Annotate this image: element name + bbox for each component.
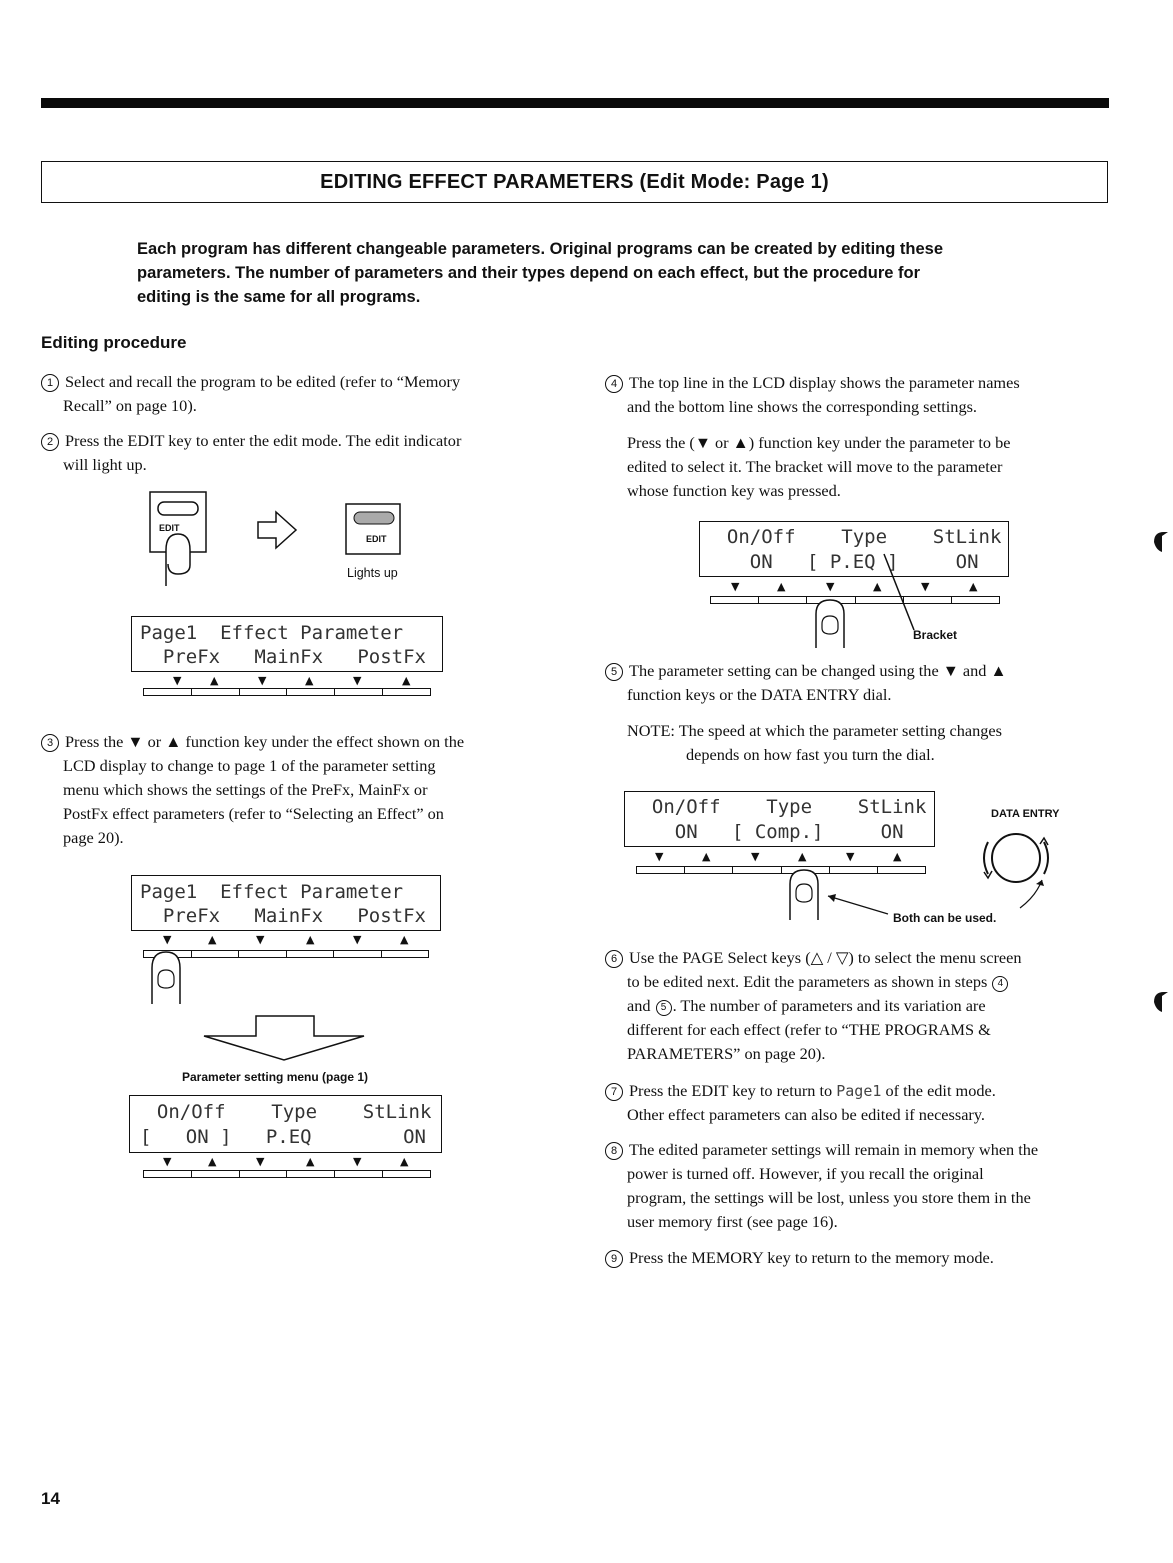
down-arrow-icon: ▼	[731, 580, 740, 593]
step-4	[605, 371, 1020, 503]
step-text: Recall” on page 10).	[63, 396, 197, 415]
step-text: Press the (▼ or ▲) function key under the parameter to be	[627, 433, 1011, 452]
step-text: Select and recall the program to be edited (refer to “Memory	[65, 372, 461, 391]
down-arrow-icon: ▼	[258, 674, 267, 687]
step-text: to be edited next. Edit the parameters as shown in steps	[627, 972, 992, 991]
step-text: . The number of parameters and its variation are	[672, 996, 986, 1015]
up-arrow-icon: ▲	[798, 850, 807, 863]
intro-line: editing is the same for all programs.	[137, 288, 421, 306]
step-text: LCD display to change to page 1 of the parameter setting	[63, 756, 436, 775]
lcd-row-2: [ ON ] P.EQ ON	[140, 1126, 426, 1148]
note-text: NOTE: The speed at which the parameter setting changes	[627, 721, 1002, 740]
step-6	[605, 946, 1022, 1066]
up-arrow-icon: ▲	[893, 850, 902, 863]
up-arrow-icon: ▲	[306, 1155, 315, 1168]
down-arrow-icon: ▼	[353, 933, 362, 946]
step-ref: 4	[992, 976, 1008, 992]
lcd-row-1: Page1 Effect Parameter	[140, 881, 404, 903]
lcd-display-page1-select	[131, 875, 441, 931]
step-text: menu which shows the settings of the PreFx, MainFx or	[63, 780, 428, 799]
finger-press-icon	[148, 948, 188, 1006]
step-text: Press the MEMORY key to return to the memory mode.	[629, 1248, 994, 1267]
down-arrow-icon: ▼	[826, 580, 835, 593]
down-arrow-icon: ▼	[353, 674, 362, 687]
up-arrow-icon: ▲	[210, 674, 219, 687]
up-arrow-icon: ▲	[402, 674, 411, 687]
note-text: depends on how fast you turn the dial.	[686, 745, 935, 764]
step-text: of the edit mode.	[881, 1081, 996, 1100]
lcd-row-1: On/Off Type StLink	[704, 526, 1002, 548]
up-arrow-icon: ▲	[208, 1155, 217, 1168]
down-arrow-icon: ▼	[163, 933, 172, 946]
step-number: 1	[41, 374, 59, 392]
step-text: whose function key was pressed.	[627, 481, 841, 500]
lcd-row-2: PreFx MainFx PostFx	[140, 646, 426, 668]
step-number: 3	[41, 734, 59, 752]
step-number: 6	[605, 950, 623, 968]
menu-caption: Parameter setting menu (page 1)	[182, 1070, 369, 1084]
step-8	[605, 1138, 1038, 1234]
up-arrow-icon: ▲	[777, 580, 786, 593]
intro-line: parameters. The number of parameters and their types depend on each effect, but the procedure for	[137, 264, 921, 282]
step-text: user memory first (see page 16).	[627, 1212, 838, 1231]
lcd-row-2: PreFx MainFx PostFx	[140, 905, 426, 927]
edit-key-label-lit: EDIT	[366, 534, 387, 544]
step-7	[605, 1079, 996, 1127]
step-text: PARAMETERS” on page 20).	[627, 1044, 826, 1063]
lcd-display-parameter-menu	[129, 1095, 442, 1153]
step-text: power is turned off. However, if you recall the original	[627, 1164, 984, 1183]
function-key-strip	[143, 688, 431, 696]
down-arrow-icon: ▼	[163, 1155, 172, 1168]
intro-line: Each program has different changeable parameters. Original programs can be created by editing these	[137, 240, 943, 258]
step-text: Press the EDIT key to enter the edit mode. The edit indicator	[65, 431, 462, 450]
step-text: PostFx effect parameters (refer to “Selecting an Effect” on	[63, 804, 444, 823]
top-rule	[41, 98, 1109, 108]
step-text: and the bottom line shows the corresponding settings.	[627, 397, 977, 416]
step-number: 5	[605, 663, 623, 681]
page-down-icon: ▽	[835, 948, 849, 967]
up-arrow-icon: ▲	[400, 1155, 409, 1168]
down-arrow-icon: ▼	[256, 1155, 265, 1168]
section-title-box	[41, 161, 1108, 203]
lcd-row-1: On/Off Type StLink	[629, 796, 927, 818]
step-number: 7	[605, 1083, 623, 1101]
step-text: page 20).	[63, 828, 124, 847]
step-text: function keys or the DATA ENTRY dial.	[627, 685, 892, 704]
down-arrow-icon: ▼	[751, 850, 760, 863]
up-arrow-icon: ▲	[400, 933, 409, 946]
step-number: 9	[605, 1250, 623, 1268]
step-text: edited to select it. The bracket will move to the parameter	[627, 457, 1003, 476]
step-2	[41, 429, 461, 477]
down-arrow-icon: ▼	[353, 1155, 362, 1168]
step-text: /	[823, 948, 836, 967]
step-text: The edited parameter settings will remain in memory when the	[629, 1140, 1039, 1159]
bracket-pointer-illustration	[810, 548, 930, 650]
up-arrow-icon: ▲	[702, 850, 711, 863]
step-text: The top line in the LCD display shows the parameter names	[629, 373, 1020, 392]
data-entry-dial-icon	[976, 822, 1068, 912]
lcd-row-1: Page1 Effect Parameter	[140, 622, 404, 644]
step-text: The parameter setting can be changed using the ▼ and ▲	[629, 661, 1007, 680]
step-text: different for each effect (refer to “THE PROGRAMS &	[627, 1020, 991, 1039]
bracket-label: Bracket	[913, 628, 958, 642]
up-arrow-icon: ▲	[873, 580, 882, 593]
binding-mark-icon	[1152, 990, 1170, 1014]
step-9	[605, 1246, 994, 1270]
data-entry-label: DATA ENTRY	[991, 808, 1060, 820]
step-text: Other effect parameters can also be edited if necessary.	[627, 1105, 986, 1124]
edit-key-label: EDIT	[159, 523, 180, 533]
lcd-display-data-entry	[624, 791, 935, 847]
lcd-row-2: ON [ P.EQ ] ON	[704, 551, 979, 573]
step-number: 2	[41, 433, 59, 451]
lcd-row-1: On/Off Type StLink	[134, 1101, 432, 1123]
down-arrow-icon: ▼	[655, 850, 664, 863]
step-text: will light up.	[63, 455, 147, 474]
step-number: 8	[605, 1142, 623, 1160]
step-text: Use the PAGE Select keys (	[629, 948, 811, 967]
down-flow-arrow-icon	[198, 1014, 370, 1062]
finger-press-icon	[784, 860, 894, 922]
up-arrow-icon: ▲	[305, 674, 314, 687]
up-arrow-icon: ▲	[306, 933, 315, 946]
down-arrow-icon: ▼	[256, 933, 265, 946]
up-arrow-icon: ▲	[208, 933, 217, 946]
section-title: EDITING EFFECT PARAMETERS (Edit Mode: Page 1)	[320, 171, 829, 193]
lights-up-label: Lights up	[347, 566, 398, 580]
step-ref: 5	[656, 1000, 672, 1016]
binding-mark-icon	[1152, 530, 1170, 554]
lcd-row-2: ON [ Comp.] ON	[629, 821, 904, 843]
up-arrow-icon: ▲	[969, 580, 978, 593]
subheading: Editing procedure	[41, 333, 187, 352]
step-text: program, the settings will be lost, unless you store them in the	[627, 1188, 1031, 1207]
step-text: ) to select the menu screen	[848, 948, 1022, 967]
step-1	[41, 370, 460, 418]
step-3	[41, 730, 464, 850]
step-5	[605, 659, 1007, 767]
down-arrow-icon: ▼	[921, 580, 930, 593]
step-text: Press the ▼ or ▲ function key under the effect shown on the	[65, 732, 465, 751]
page-up-icon: △	[810, 948, 824, 967]
lcd-inline-text: Page1	[836, 1082, 882, 1100]
both-used-label: Both can be used.	[893, 911, 997, 925]
down-arrow-icon: ▼	[173, 674, 182, 687]
step-text: and	[627, 996, 655, 1015]
function-key-strip	[143, 1170, 431, 1178]
down-arrow-icon: ▼	[846, 850, 855, 863]
page-number: 14	[41, 1489, 60, 1508]
lcd-display-page1	[131, 616, 443, 672]
step-text: Press the EDIT key to return to	[629, 1081, 837, 1100]
step-number: 4	[605, 375, 623, 393]
intro-paragraph	[137, 237, 1017, 309]
